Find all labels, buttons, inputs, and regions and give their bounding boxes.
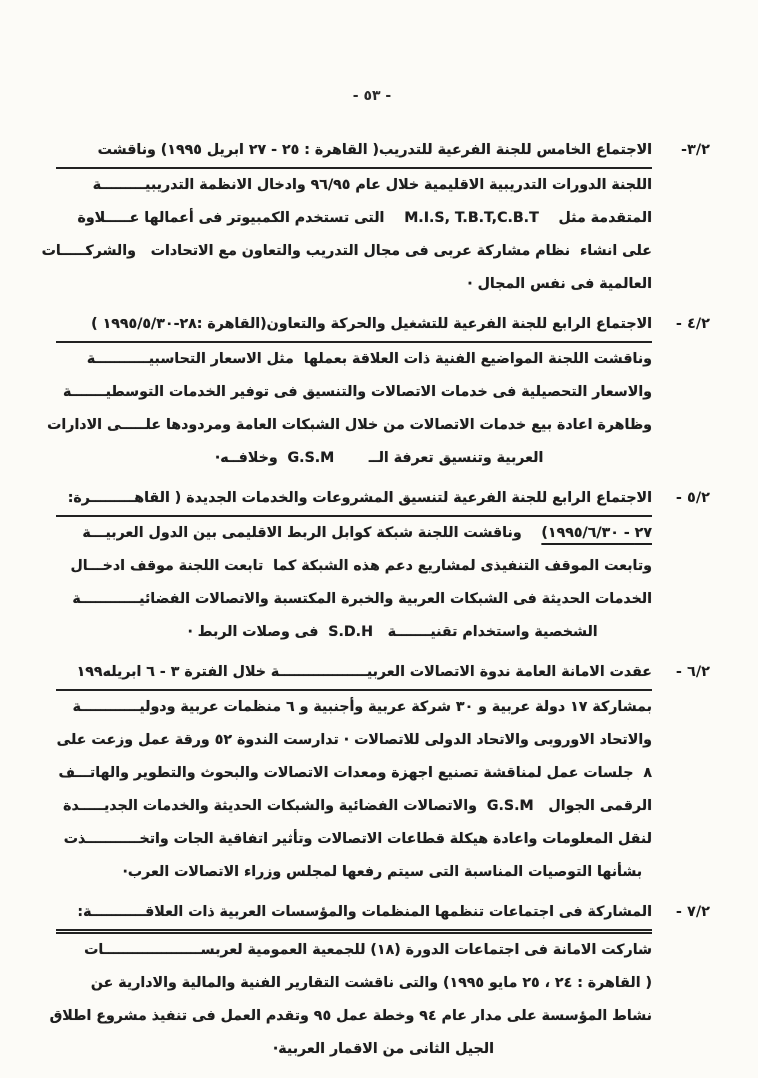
section-heading-line (56, 308, 652, 343)
text-line (56, 823, 652, 856)
text-line (56, 724, 652, 757)
text-line (56, 343, 652, 376)
text-segment: والاسعار التحصيلية فى خدمات الاتصالات والتنسيق فى توفير الخدمات التوسطيـــــــة (63, 384, 652, 400)
text-line (56, 583, 652, 616)
text-segment: الرقمى الجوال G.S.M والاتصالات الفضائية والشبكات الحديثة والخدمات الجديـــــدة (63, 798, 652, 814)
text-line (56, 934, 652, 967)
section-lines (49, 896, 652, 1066)
text-line (56, 967, 652, 1000)
document-body (41, 134, 710, 1073)
text-segment: لنقل المعلومات واعادة هيكلة قطاعات الاتصالات وتأثير اتفاقية الجات واتخـــــــــــذت (63, 831, 652, 847)
section-heading-line (56, 134, 652, 169)
text-segment: بشأنها التوصيات المناسبة التى سيتم رفعها لمجلس وزراء الاتصالات العرب· (122, 864, 652, 880)
underlined-text-segment: ٢٧ - ١٩٩٥/٦/٣٠) (541, 525, 652, 541)
text-segment: ( القاهرة : ٢٤ ، ٢٥ مايو ١٩٩٥) والتى ناقشت التقارير الفنية والمالية والادارية عن (90, 975, 652, 991)
text-line (56, 757, 652, 790)
report-section (49, 896, 710, 1066)
text-line (56, 268, 652, 301)
page-number: - ٥٣ - (352, 88, 392, 104)
text-segment: الجيل الثانى من الاقمار العربية· (272, 1041, 652, 1057)
text-segment: شاركت الامانة فى اجتماعات الدورة (١٨) للجمعية العمومية لعربســــــــــــــــــــات (84, 942, 652, 958)
text-line (56, 1033, 652, 1066)
text-line (56, 376, 652, 409)
section-lines (56, 656, 652, 889)
text-segment: وناقشت اللجنة شبكة كوابل الربط الاقليمى بين الدول العربيـــة (82, 525, 542, 541)
section-lines (47, 308, 652, 475)
text-segment: عقدت الامانة العامة ندوة الاتصالات العربيــــــــــــــــــة خلال الفترة ٣ - ٦ ابريله١٩٩ (76, 664, 652, 680)
section-heading-line (56, 656, 652, 691)
text-line (56, 856, 652, 889)
text-line (56, 616, 652, 649)
text-line (56, 169, 652, 202)
text-line (49, 1000, 652, 1033)
text-line (56, 550, 652, 583)
text-segment: وظاهرة اعادة بيع خدمات الاتصالات من خلال الشبكات العامة ومردودها علـــــى الادارات (47, 417, 652, 433)
text-segment: ٨ جلسات عمل لمناقشة تصنيع اجهزة ومعدات الاتصالات والبحوث والتطوير والهاتـــف (58, 765, 652, 781)
text-line (56, 442, 652, 475)
text-segment: الخدمات الحديثة فى الشبكات العربية والخبرة المكتسبة والاتصالات الفضائيــــــــــــة (72, 591, 652, 607)
text-segment: المتقدمة مثل M.I.S, T.B.T,C.B.T التى تستخدم الكمبيوتر فى أعمالها عـــــلاوة (77, 210, 652, 226)
text-segment: على انشاء نظام مشاركة عربى فى مجال التدريب والتعاون مع الاتحادات والشركـــــات (41, 243, 652, 259)
text-segment: بمشاركة ١٧ دولة عربية و ٣٠ شركة عربية وأجنبية و ٦ منظمات عربية ودوليــــــــــــة (72, 699, 652, 715)
text-line (56, 202, 652, 235)
text-line (56, 517, 652, 550)
section-lines (56, 482, 652, 649)
report-section (41, 134, 710, 301)
text-segment: الاجتماع الخامس للجنة الفرعية للتدريب( القاهرة : ٢٥ - ٢٧ ابريل ١٩٩٥) وناقشت (97, 142, 652, 158)
text-segment: العالمية فى نفس المجال · (467, 276, 652, 292)
section-number: ٦/٢ - (675, 664, 710, 680)
text-line (41, 235, 652, 268)
text-segment: الاجتماع الرابع للجنة الفرعية للتشغيل والحركة والتعاون(القاهرة :٢٨-١٩٩٥/٥/٣٠ ) (91, 316, 652, 332)
text-segment: والاتحاد الاوروبى والاتحاد الدولى للاتصالات · تدارست الندوة ٥٢ ورقة عمل وزعت على (56, 732, 652, 748)
section-number: ٥/٢ - (675, 490, 710, 506)
text-segment: وتابعت الموقف التنفيذى لمشاريع دعم هذه الشبكة كما تابعت اللجنة موقف ادخـــال (70, 558, 652, 574)
text-line (47, 409, 652, 442)
section-heading-line (56, 896, 652, 934)
text-line (56, 691, 652, 724)
text-segment: اللجنة الدورات التدريبية الاقليمية خلال عام ٩٦/٩٥ وادخال الانظمة التدريبيـــــــــة (92, 177, 652, 193)
report-section (56, 482, 710, 649)
report-section (47, 308, 710, 475)
section-lines (41, 134, 652, 301)
text-segment: الشخصية واستخدام تقنيـــــــة S.D.H فى وصلات الربط · (187, 624, 652, 640)
report-section (56, 656, 710, 889)
text-segment: وناقشت اللجنة المواضيع الفنية ذات العلاقة بعملها مثل الاسعار التحاسبيـــــــــــة (86, 351, 652, 367)
section-number: ٣/٢- (680, 142, 710, 158)
text-line (56, 790, 652, 823)
text-segment: العربية وتنسيق تعرفة الــ G.S.M وخلافــه· (214, 450, 652, 466)
section-number: ٧/٢ - (675, 904, 710, 920)
text-segment: الاجتماع الرابع للجنة الفرعية لتنسيق المشروعات والخدمات الجديدة ( القاهـــــــــرة: (67, 490, 652, 506)
section-number: ٤/٢ - (675, 316, 710, 332)
text-segment: نشاط المؤسسة على مدار عام ٩٤ وخطة عمل ٩٥ وتقدم العمل فى تنفيذ مشروع اطلاق (49, 1008, 652, 1024)
text-segment: المشاركة فى اجتماعات تنظمها المنظمات والمؤسسات العربية ذات العلاقـــــــــــة: (77, 904, 652, 920)
section-heading-line (56, 482, 652, 517)
